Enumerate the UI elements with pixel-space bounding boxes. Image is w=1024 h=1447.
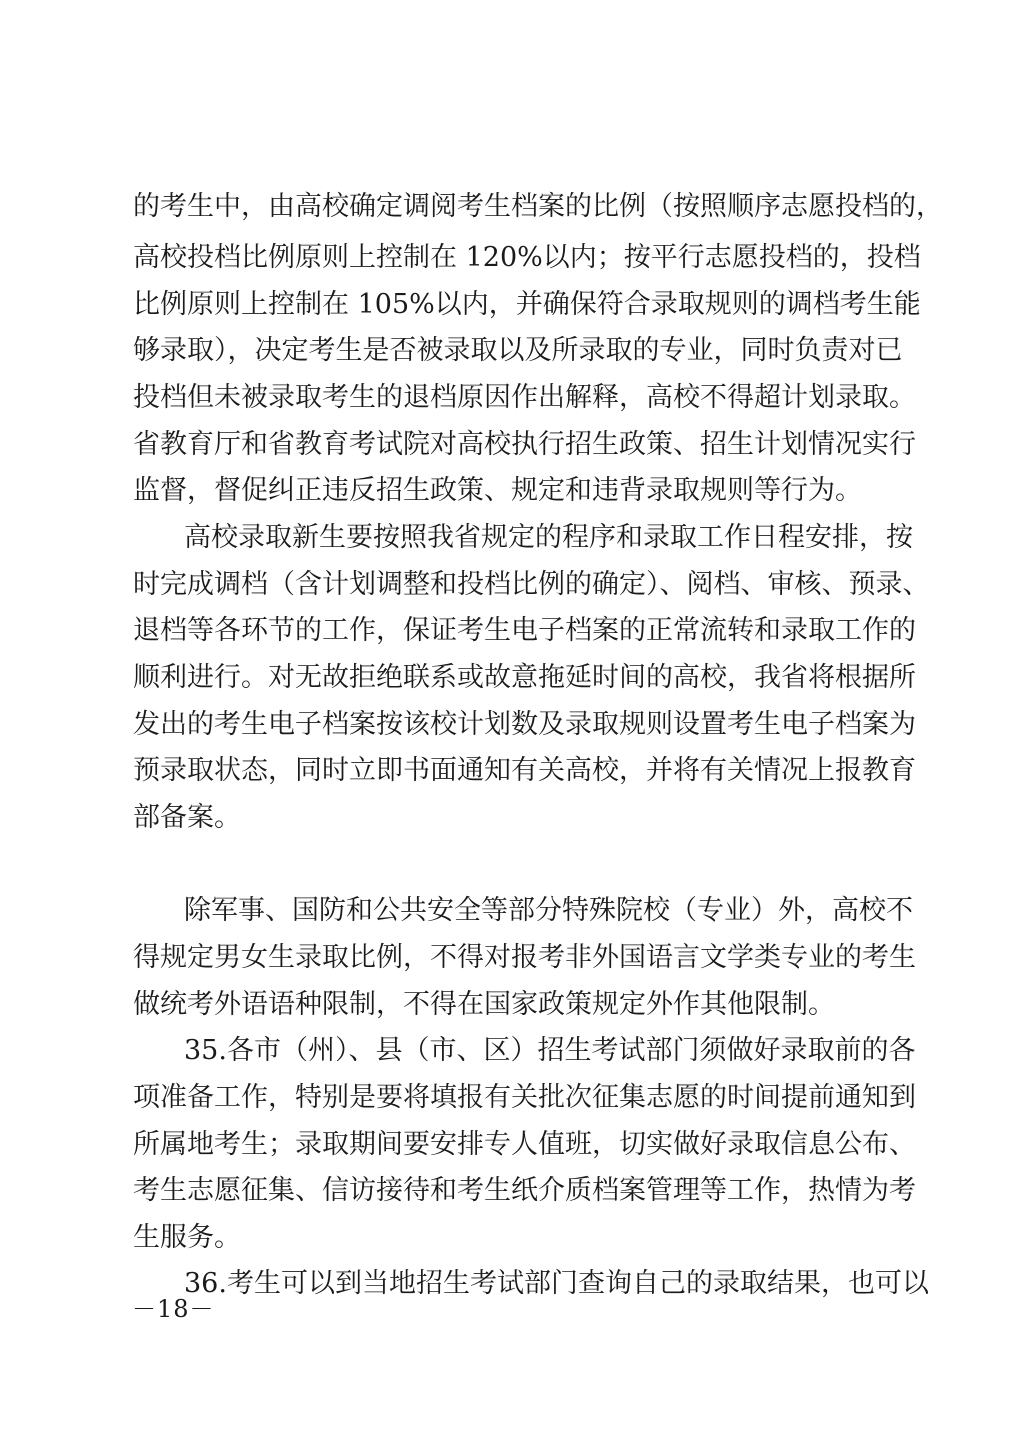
text-line: 做统考外语语种限制，不得在国家政策规定外作其他限制。: [133, 989, 835, 1020]
text-line: 够录取），决定考生是否被录取以及所录取的专业，同时负责对已: [133, 335, 903, 366]
text-line: 35.各市（州）、县（市、区）招生考试部门须做好录取前的各: [184, 1035, 916, 1066]
text-line: 生服务。: [133, 1222, 241, 1253]
text-line: 预录取状态，同时立即书面通知有关高校，并将有关情况上报教育: [133, 755, 916, 786]
text-line: 高校录取新生要按照我省规定的程序和录取工作日程安排，按: [184, 522, 913, 553]
text-line: 发出的考生电子档案按该校计划数及录取规则设置考生电子档案为: [133, 709, 916, 740]
text-line: 除军事、国防和公共安全等部分特殊院校（专业）外，高校不: [184, 895, 913, 926]
page-number: －18－: [132, 1295, 215, 1323]
text-line: 项准备工作，特别是要将填报有关批次征集志愿的时间提前通知到: [133, 1082, 916, 1113]
text-line: 36.考生可以到当地招生考试部门查询自己的录取结果，也可以: [184, 1268, 929, 1299]
text-line: 考生志愿征集、信访接待和考生纸介质档案管理等工作，热情为考: [133, 1175, 916, 1206]
text-line: 时完成调档（含计划调整和投档比例的确定）、阅档、审核、预录、: [133, 569, 930, 600]
text-line: 高校投档比例原则上控制在 120%以内；按平行志愿投档的，投档: [133, 242, 921, 273]
text-line: 所属地考生；录取期间要安排专人值班，切实做好录取信息公布、: [133, 1129, 916, 1160]
text-line: 比例原则上控制在 105%以内，并确保符合录取规则的调档考生能: [133, 289, 921, 320]
text-line: 省教育厅和省教育考试院对高校执行招生政策、招生计划情况实行: [133, 429, 916, 460]
text-line: 部备案。: [133, 802, 241, 833]
text-line: 监督，督促纠正违反招生政策、规定和违背录取规则等行为。: [133, 475, 862, 506]
text-line: 投档但未被录取考生的退档原因作出解释，高校不得超计划录取。: [133, 382, 916, 413]
text-line: 得规定男女生录取比例，不得对报考非外国语言文学类专业的考生: [133, 942, 916, 973]
text-line: 顺利进行。对无故拒绝联系或故意拖延时间的高校，我省将根据所: [133, 662, 916, 693]
text-line: 退档等各环节的工作，保证考生电子档案的正常流转和录取工作的: [133, 615, 916, 646]
text-line: 的考生中，由高校确定调阅考生档案的比例（按照顺序志愿投档的，: [133, 191, 943, 222]
